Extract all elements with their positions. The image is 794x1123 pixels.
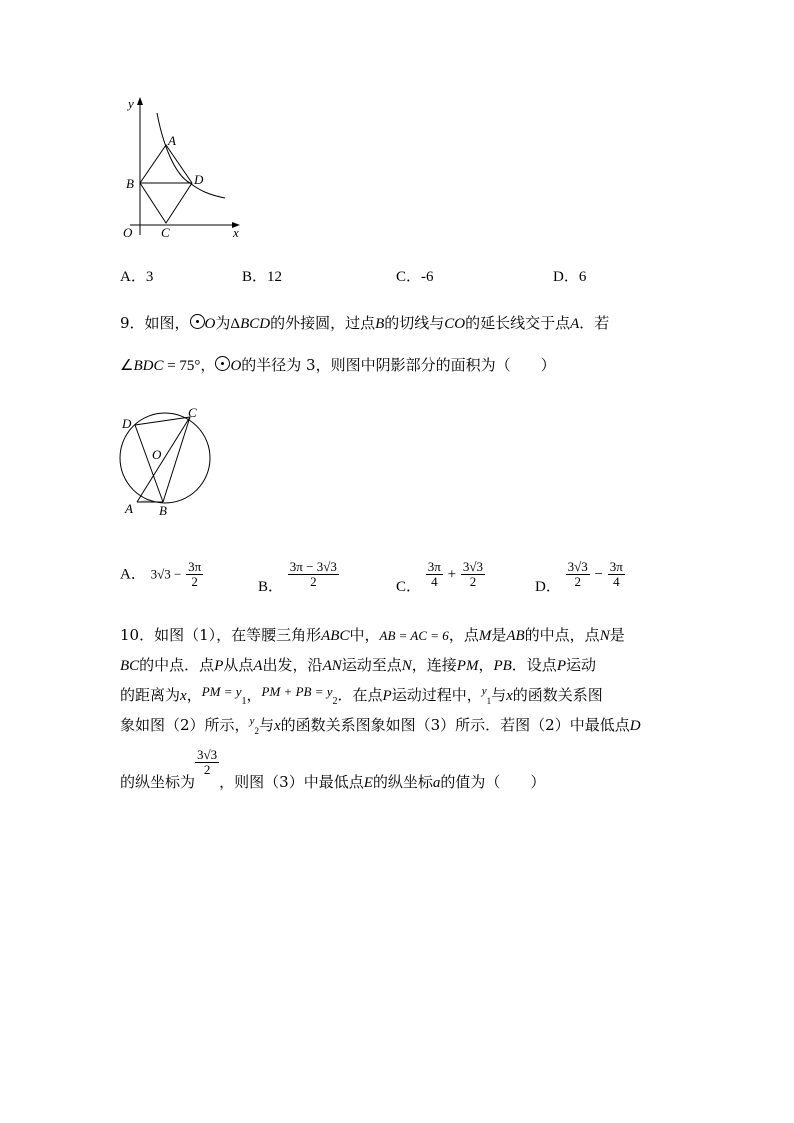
q9-option-d[interactable] [535,559,625,595]
fraction [461,560,485,589]
q10-text: 运动过程中， [391,686,482,704]
q10-tail [219,773,545,791]
o-label: O [204,316,216,332]
option-label: C． [396,578,422,595]
q9-text: 为 [215,314,231,332]
q10-text: ，点 [448,626,479,644]
fraction-denominator: 2 [574,574,581,589]
fraction-denominator: 4 [431,574,438,589]
q10-line-5 [120,747,546,791]
bc-label: BC [120,658,140,674]
n-label: N [599,628,610,644]
q10-text: 中， [349,626,380,644]
option-label: D． [535,578,561,595]
e-label: E [363,774,373,791]
fraction-denominator: 2 [203,762,211,777]
equation-y1: PM = y [201,684,242,699]
q10-line-4 [120,714,641,736]
y-axis-arrow [137,97,143,105]
q10-text: ， [186,686,202,704]
label-d: D [122,416,132,431]
q10-text: 出发，沿 [262,656,323,674]
q9-figure [115,405,220,520]
q10-text: 的函数关系图象如图（3）所示．若图（2）中最低点 [280,716,630,734]
seg-db [135,425,163,502]
fraction-numerator: 3π [427,559,441,574]
q9-text: 的延长线交于点 [465,314,571,332]
o-label: O [230,358,242,374]
label-o: O [123,225,133,240]
q10-text: ，连接 [411,656,457,674]
q10-text: 的纵坐标为 [120,772,196,791]
q9-text: 的半径为 3，则图中阴影部分的面积为（ ） [241,356,556,374]
co-label: CO [444,316,466,332]
fraction-numerator: 3π [609,559,623,574]
triangle-symbol: Δ [230,316,241,332]
fraction [426,560,443,589]
fraction [608,560,625,589]
q8-option-c[interactable]: C．-6 [396,269,434,285]
b-label: B [375,316,385,332]
option-term: 3√3 − [150,566,182,582]
pb-label: PB [493,658,512,674]
q8-figure [115,95,250,240]
q10-text: 的中点，点 [524,626,600,644]
q10-text: 的纵坐标 [372,772,433,791]
a-variable: a [432,774,441,791]
an-label: AN [322,658,342,674]
label-d: D [194,172,204,187]
fraction [186,560,203,589]
q10-text: 是 [609,626,625,644]
q10-text: ， [246,686,262,704]
fraction-numerator: 3√3 [462,559,484,574]
subscript: 2 [332,696,338,707]
label-o: O [152,447,162,462]
plus-sign: + [447,566,457,583]
q10-text: 的函数关系图 [512,686,603,704]
abc-label: ABC [321,628,350,644]
label-c: C [161,225,170,240]
fraction [195,748,219,777]
circle-dot-icon [190,314,205,329]
q10-text: 从点 [223,656,254,674]
option-label: A． [120,566,146,583]
p-label: P [214,658,224,674]
fraction-denominator: 4 [613,574,620,589]
q9-line-2 [120,354,556,375]
seg-ca [137,417,190,502]
angle-value: = 75° [163,358,201,374]
q9-text: ．若 [579,314,610,332]
fraction [288,560,339,589]
angle-symbol: ∠ [120,358,134,374]
ab-label: AB [506,628,525,644]
label-y: y [128,96,134,111]
label-x: x [233,225,239,240]
label-b: B [159,503,167,518]
fraction-numerator: 3√3 [567,559,588,574]
q10-text: ， [478,656,494,674]
m-label: M [478,628,492,644]
label-c: C [188,405,197,420]
y2-symbol: y [249,715,255,727]
q10-text: ．在点 [337,686,383,704]
q8-option-a[interactable]: A．3 [120,269,154,285]
fraction-numerator: 3π − 3√3 [289,559,337,574]
q9-text: ， [200,356,216,374]
equation-y2: PM + PB = y [261,684,333,699]
q10-text: 与 [258,716,274,734]
q10-text: 的中点．点 [139,656,215,674]
q10-text: ，则图（3）中最低点 [219,772,364,791]
q8-option-b[interactable]: B．12 [242,269,283,285]
q10-line-1 [120,624,625,645]
minus-sign: − [594,566,604,583]
fraction-denominator: 2 [310,574,317,589]
q10-text: 与 [491,686,507,704]
q10-line-3 [120,684,603,707]
seg-cb [163,417,190,502]
q9-text: 的外接圆，过点 [270,314,376,332]
d-label: D [629,718,641,734]
q8-option-d[interactable]: D．6 [553,269,587,285]
angle-label: BDC [133,358,164,374]
x-label: x [506,688,513,704]
label-a: A [125,501,133,516]
y1-symbol: y [481,685,487,697]
q10-text: 运动 [565,656,596,674]
rhombus-abcd [140,145,192,223]
p-label: P [382,688,392,704]
fraction-numerator: 3√3 [197,747,218,762]
label-b: B [126,176,134,191]
a-label: A [253,658,263,674]
fraction-numerator: 3π [188,559,202,574]
q10-line-2 [120,654,596,675]
fraction [566,560,590,589]
fraction-denominator: 2 [191,574,198,589]
pm-label: PM [456,658,479,674]
label-a: A [168,133,176,148]
circle-dot-icon [215,356,230,371]
subscript: 2 [254,726,259,736]
n-label: N [401,658,412,674]
a-label: A [570,316,580,332]
q9-option-c[interactable] [396,559,485,595]
q10-text: 运动至点 [341,656,402,674]
q10-text: ．设点 [511,656,557,674]
subscript: 1 [241,696,247,707]
q9-option-a[interactable] [120,560,203,589]
q9-number: 9．如图， [120,314,190,332]
q10-text: 10．如图（1），在等腰三角形 [120,626,322,644]
q10-text: 的值为（ ） [440,772,546,791]
q9-text: 的切线与 [384,314,445,332]
subscript: 1 [486,696,492,706]
q10-text: 的距离为 [120,686,181,704]
option-label: B． [258,578,284,595]
q10-text: 是 [491,626,507,644]
fraction-denominator: 2 [469,574,477,589]
q9-option-b[interactable] [258,559,339,595]
q9-line-1 [120,312,609,333]
equation: AB = AC = 6 [379,628,449,643]
p-label: P [556,658,566,674]
q10-text: 象如图（2）所示， [120,716,250,734]
x-label: x [273,718,281,734]
x-label: x [180,688,187,704]
bcd-label: BCD [240,316,271,332]
